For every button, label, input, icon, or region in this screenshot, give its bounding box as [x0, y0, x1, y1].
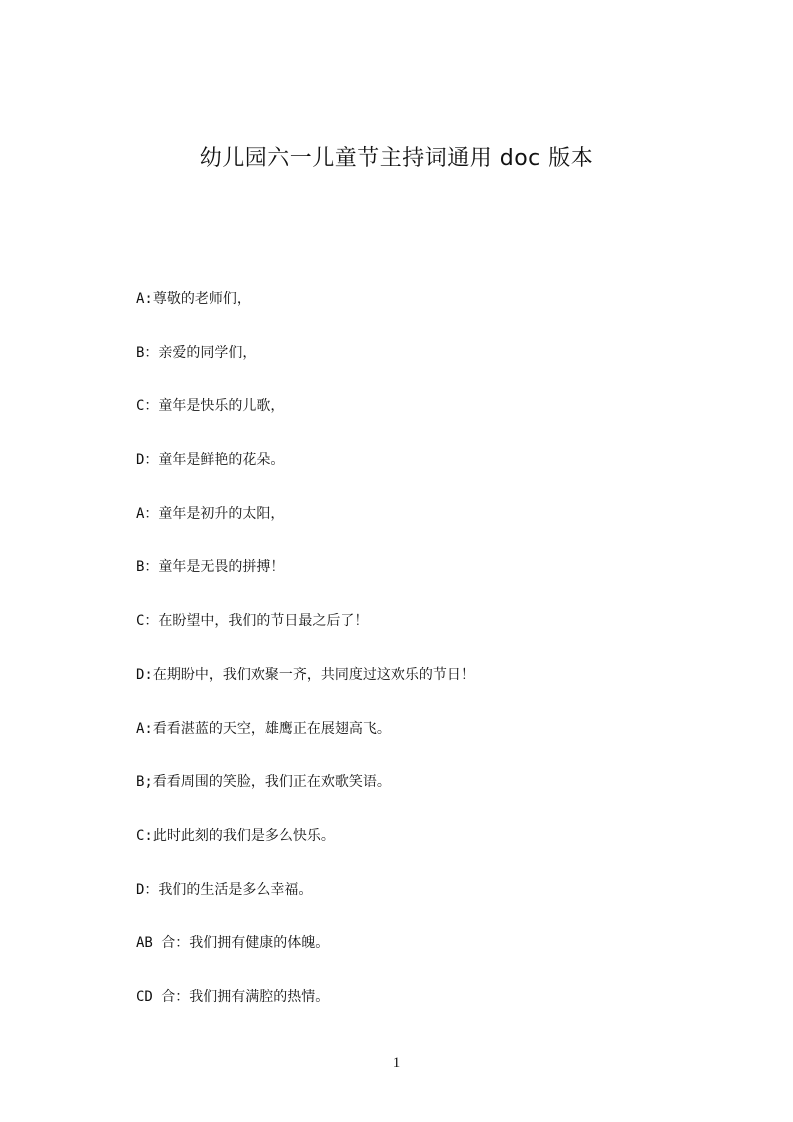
script-line: D：我们的生活是多么幸福。	[136, 881, 313, 898]
script-line: C:此时此刻的我们是多么快乐。	[136, 827, 335, 844]
script-line: A：童年是初升的太阳，	[136, 505, 285, 522]
script-line: B：童年是无畏的拼搏！	[136, 559, 285, 576]
script-line: AB 合：我们拥有健康的体魄。	[136, 935, 330, 952]
script-line: B：亲爱的同学们，	[136, 344, 257, 361]
script-line: D:在期盼中，我们欢聚一齐，共同度过这欢乐的节日！	[136, 666, 475, 683]
script-line: B;看看周围的笑脸，我们正在欢歌笑语。	[136, 774, 391, 791]
script-line: CD 合：我们拥有满腔的热情。	[136, 988, 330, 1005]
page-number: 1	[392, 1055, 401, 1071]
document-title: 幼儿园六一儿童节主持词通用 doc 版本	[199, 146, 594, 171]
script-line: A:看看湛蓝的天空，雄鹰正在展翅高飞。	[136, 720, 391, 737]
script-line: C：在盼望中，我们的节日最之后了！	[136, 613, 369, 630]
script-line: D：童年是鲜艳的花朵。	[136, 452, 285, 469]
script-line: A:尊敬的老师们，	[136, 291, 251, 307]
script-lines	[136, 289, 736, 1041]
script-line: C：童年是快乐的儿歌，	[136, 398, 285, 415]
